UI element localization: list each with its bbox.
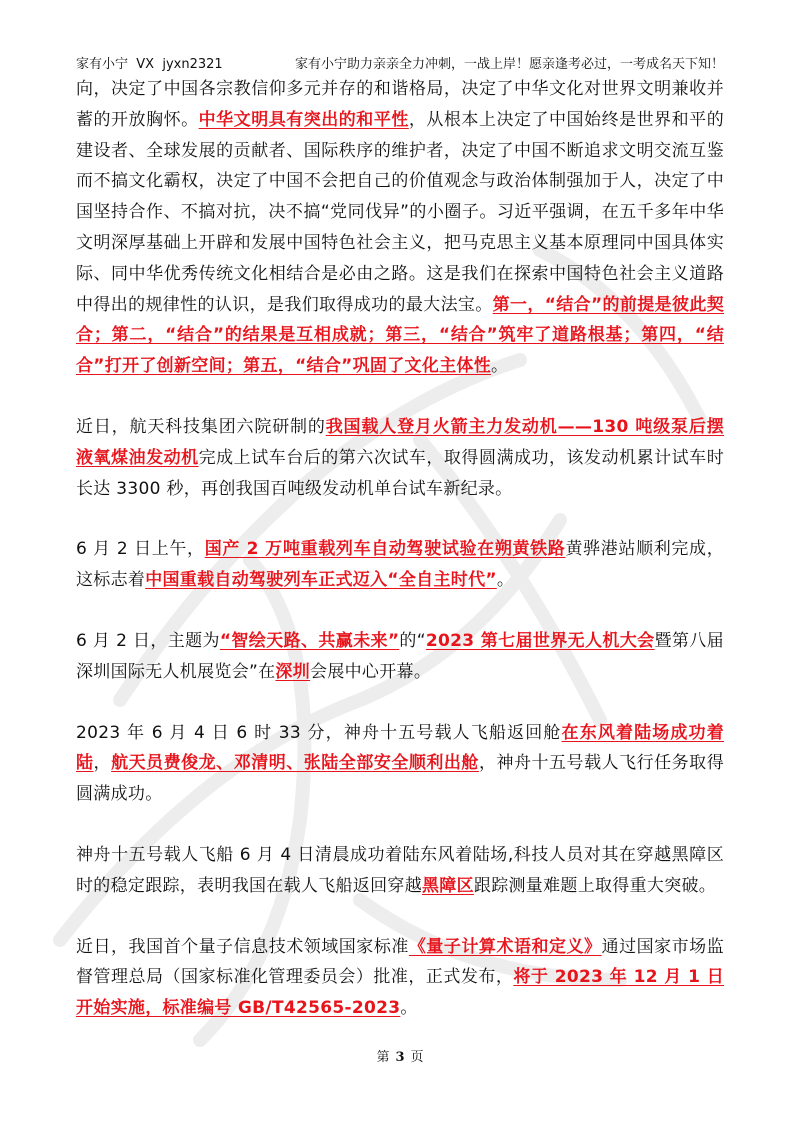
highlight-text: 中华文明具有突出的和平性: [198, 109, 409, 130]
text-segment: 近日，我国首个量子信息技术领域国家标准: [76, 936, 409, 957]
paragraph-heavy-train: [76, 534, 724, 596]
text-segment: ，: [93, 753, 112, 774]
paragraph-drone-conference: [76, 626, 724, 688]
header-left-text: 家有小宁 VX jyxn2321: [76, 57, 223, 72]
text-segment: 会展中心开幕。: [310, 661, 432, 682]
document-body: [76, 74, 724, 1024]
text-segment: 。: [491, 356, 509, 377]
page-footer: [0, 1046, 800, 1065]
highlight-text: 航天员费俊龙、邓清明、张陆全部安全顺利出舱: [111, 753, 479, 774]
text-segment: 6 月 2 日上午，: [76, 539, 205, 560]
text-segment: 暨第八届深圳国际无人机展览会”在: [76, 630, 724, 682]
highlight-text: 国产 2 万吨重载列车自动驾驶试验在朔黄铁路: [204, 539, 566, 560]
text-segment: 完成上试车台后的第六次试车，取得圆满成功，该发动机累计试车时长达 3300 秒，再创我国百吨级发动机单台试车新纪录。: [76, 447, 724, 499]
text-segment: 。: [496, 570, 515, 591]
highlight-text: 将于 2023 年 12 月 1 日开始实施，标准编号 GB/T42565-2023: [76, 967, 724, 1019]
page-number-prefix: 第: [376, 1050, 390, 1065]
highlight-text: 第一，“结合”的前提是彼此契合；第二，“结合”的结果是互相成就；第三，“结合”筑牢了道路根基；第四，“结合”打开了创新空间；第五，“结合”巩固了文化主体性: [76, 294, 725, 377]
highlight-text: 深圳: [275, 661, 311, 682]
text-segment: 6 月 2 日，主题为: [76, 630, 220, 651]
text-segment: ，从根本上决定了中国始终是世界和平的建设者、全球发展的贡献者、国际秩序的维护者，决定了中国不断追求文明交流互鉴而不搞文化霸权，决定了中国不会把自己的价值观念与政治体制强加于人，决定了中国坚持合作、不搞对抗，决不搞“党同伐异”的小圈子。习近平强调，在五千多年中华文明深厚基础上开辟和发展中国特色社会主义，把马克思主义基本原理同中国具体实际、同中华优秀传统文化相结合是必由之路。这是我们在探索中国特色社会主义道路中得出的规律性的认识，是我们取得成功的最大法宝。: [76, 109, 724, 315]
paragraph-peace-culture: [76, 74, 724, 382]
text-segment: 近日，航天科技集团六院研制的: [76, 416, 326, 437]
paragraph-quantum-standard: [76, 932, 724, 1024]
highlight-text: 黑障区: [422, 875, 474, 896]
text-segment: 神舟十五号载人飞船 6 月 4 日清晨成功着陆东风着陆场,科技人员对其在穿越黑障区时的稳定跟踪，表明我国在载人飞船返回穿越: [76, 844, 724, 896]
page-number: 3: [395, 1050, 405, 1065]
highlight-text: “智绘天路、共赢未来”: [219, 630, 400, 651]
text-segment: 黄骅港站顺利完成，这标志着: [76, 539, 725, 591]
highlight-text: 2023 第七届世界无人机大会: [425, 630, 655, 651]
highlight-text: 《量子计算术语和定义》: [408, 936, 602, 957]
text-segment: ，神舟十五号载人飞行任务取得圆满成功。: [76, 753, 724, 805]
text-segment: 跟踪测量难题上取得重大突破。: [473, 875, 717, 896]
text-segment: 的“: [399, 630, 426, 651]
text-segment: 。: [400, 998, 418, 1019]
paragraph-rocket-engine: [76, 412, 724, 504]
header-right-text: 家有小宁助力亲亲全力冲刺，一战上岸！愿亲逢考必过，一考成名天下知！: [294, 57, 724, 72]
paragraph-blackout-tracking: [76, 840, 724, 902]
highlight-text: 在东风着陆场成功着陆: [76, 722, 724, 774]
text-segment: 向，决定了中国各宗教信仰多元并存的和谐格局，决定了中华文化对世界文明兼收并蓄的开放胸怀。: [76, 79, 724, 130]
highlight-text: 我国载人登月火箭主力发动机——130 吨级泵后摆液氧煤油发动机: [76, 416, 724, 468]
highlight-text: 中国重载自动驾驶列车正式迈入“全自主时代”: [145, 570, 497, 591]
text-segment: 2023 年 6 月 4 日 6 时 33 分，神舟十五号载人飞船返回舱: [76, 722, 562, 743]
text-segment: 通过国家市场监督管理总局（国家标准化管理委员会）批准，正式发布，: [76, 936, 724, 988]
paragraph-shenzhou-landing: [76, 718, 724, 810]
page-number-suffix: 页: [410, 1050, 424, 1065]
